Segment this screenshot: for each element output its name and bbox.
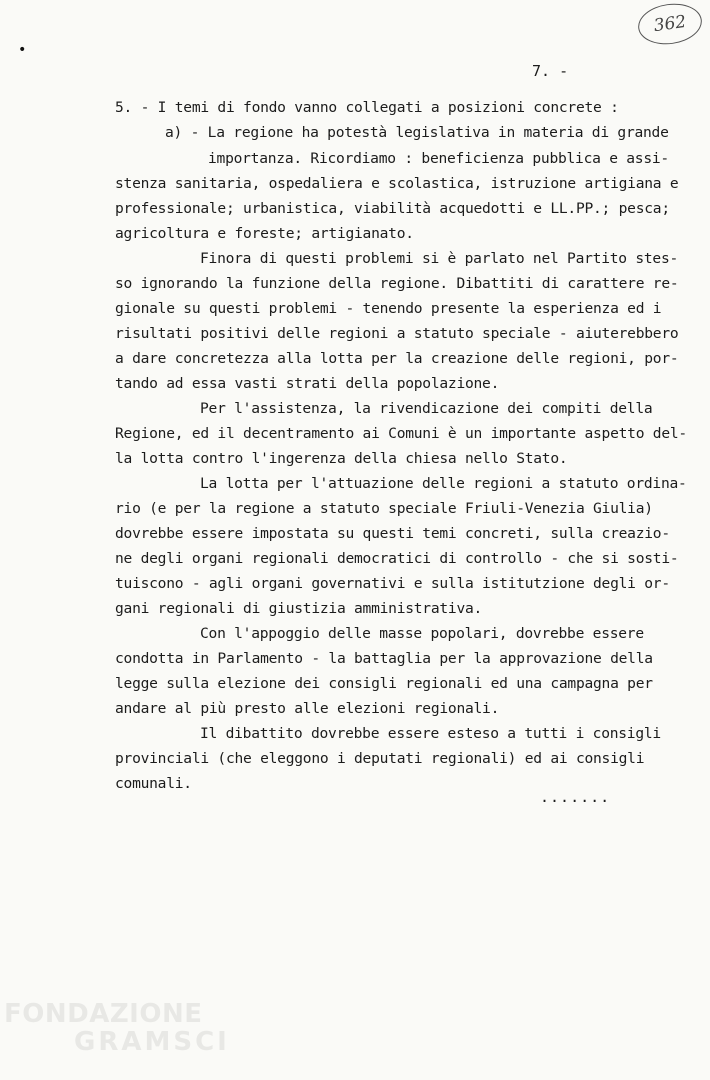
text-line: ne degli organi regionali democratici di controllo - che si sosti- (115, 550, 679, 567)
watermark-logo (4, 1000, 230, 1056)
watermark-line-2: GRAMSCI (74, 1027, 230, 1057)
text-line: La lotta per l'attuazione delle regioni a statuto ordina- (200, 475, 687, 492)
text-line: Con l'appoggio delle masse popolari, dovrebbe essere (200, 625, 644, 642)
closing-dots: ....... (540, 788, 611, 806)
text-line: so ignorando la funzione della regione. Dibattiti di carattere re- (115, 275, 679, 292)
text-line: stenza sanitaria, ospedaliera e scolastica, istruzione artigiana e (115, 175, 679, 192)
text-line: condotta in Parlamento - la battaglia per la approvazione della (115, 650, 653, 667)
archive-number-stamp: 362 (636, 0, 705, 48)
text-line: a dare concretezza alla lotta per la creazione delle regioni, por- (115, 350, 679, 367)
watermark-line-1: FONDAZIONE (4, 999, 203, 1029)
text-line: importanza. Ricordiamo : beneficienza pubblica e assi- (208, 150, 669, 167)
text-line: 5. - I temi di fondo vanno collegati a posizioni concrete : (115, 99, 619, 116)
text-line: rio (e per la regione a statuto speciale Friuli-Venezia Giulia) (115, 500, 653, 517)
text-line: a) - La regione ha potestà legislativa in materia di grande (165, 124, 669, 141)
text-line: Finora di questi problemi si è parlato nel Partito stes- (200, 250, 679, 267)
text-line: tuiscono - agli organi governativi e sulla istitutzione degli or- (115, 575, 670, 592)
text-line: agricoltura e foreste; artigianato. (115, 225, 414, 242)
text-line: andare al più presto alle elezioni regionali. (115, 700, 500, 717)
page-number: 7. - (532, 62, 569, 80)
text-line: gionale su questi problemi - tenendo presente la esperienza ed i (115, 300, 662, 317)
text-line: comunali. (115, 775, 192, 792)
text-line: tando ad essa vasti strati della popolazione. (115, 375, 500, 392)
text-line: Il dibattito dovrebbe essere esteso a tutti i consigli (200, 725, 661, 742)
text-line: Per l'assistenza, la rivendicazione dei compiti della (200, 400, 653, 417)
text-line: la lotta contro l'ingerenza della chiesa nello Stato. (115, 450, 568, 467)
margin-mark: • (18, 42, 27, 58)
text-line: dovrebbe essere impostata su questi temi concreti, sulla creazio- (115, 525, 670, 542)
text-line: legge sulla elezione dei consigli regionali ed una campagna per (115, 675, 653, 692)
text-line: risultati positivi delle regioni a statuto speciale - aiuterebbero (115, 325, 679, 342)
text-line: provinciali (che eleggono i deputati regionali) ed ai consigli (115, 750, 645, 767)
text-line: gani regionali di giustizia amministrativa. (115, 600, 483, 617)
text-line: professionale; urbanistica, viabilità acquedotti e LL.PP.; pesca; (115, 200, 670, 217)
text-line: Regione, ed il decentramento ai Comuni è un importante aspetto del- (115, 425, 687, 442)
